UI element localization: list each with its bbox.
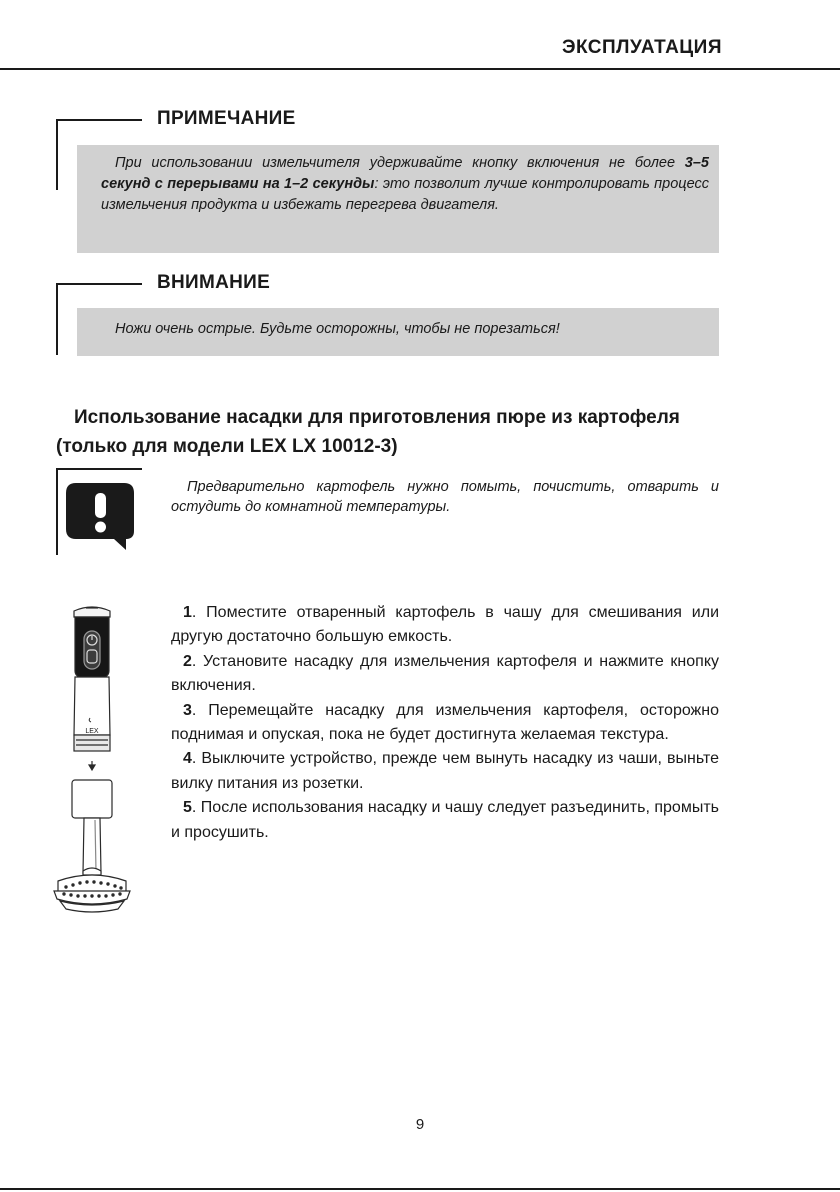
note-text-part2: : это позволит лучше контролировать процесс измельчения продукта и избежать перегрева двигателя. [101,176,709,213]
note-text-bold: 3–5 секунд с перерывами на 1–2 секунды [101,155,709,192]
potato-heading-line1: Использование насадки для приготовления пюре из картофеля [74,407,680,428]
step-number: 5 [183,799,192,817]
step-text: . Поместите отваренный картофель в чашу для смешивания или другую достаточно большую емкость. [171,604,719,646]
prep-bracket-horizontal [56,468,142,470]
note-text [101,153,709,216]
step-text: . Установите насадку для измельчения картофеля и нажмите кнопку включения. [171,652,719,695]
warning-text: Ножи очень острые. Будьте осторожны, чтобы не порезаться! [115,321,560,337]
note-bracket-vertical [56,119,58,190]
blender-brand-label: LEX [85,728,99,735]
note-bracket-horizontal [56,119,142,121]
step-item [171,650,719,699]
prep-instruction-text: Предварительно картофель нужно помыть, почистить, отварить и остудить до комнатной температуры. [171,479,719,515]
footer-divider [0,1188,840,1190]
step-item [171,601,719,650]
step-number: 2 [183,652,192,670]
step-text: . После использования насадку и чашу следует разъединить, промыть и просушить. [171,799,719,841]
hand-blender-with-masher-illustration [50,603,134,915]
note-text-part1: При использовании измельчителя удерживайте кнопку включения не более [115,155,685,171]
warning-heading: ВНИМАНИЕ [157,272,271,293]
warning-bracket-vertical [56,283,58,355]
step-item [171,699,719,748]
section-title: ЭКСПЛУАТАЦИЯ [561,37,722,58]
potato-section-heading [56,403,720,461]
header-divider [0,68,840,70]
step-number: 4 [183,750,192,768]
warning-bracket-horizontal [56,283,142,285]
note-heading: ПРИМЕЧАНИЕ [157,108,296,129]
potato-heading-line2: (только для модели LEX LX 10012-3) [56,436,398,457]
step-number: 3 [183,701,192,719]
page-number: 9 [415,1116,425,1133]
steps-list [171,601,719,845]
step-number: 1 [183,604,192,621]
exclamation-speech-bubble-icon [66,483,137,551]
step-item [171,796,719,845]
step-text: . Перемещайте насадку для измельчения картофеля, осторожно поднимая и опуская, пока не будет достигнута желаемая текстура. [171,701,719,744]
step-item [171,747,719,796]
step-text: . Выключите устройство, прежде чем вынуть насадку из чаши, выньте вилку питания из розетки. [171,750,719,792]
prep-bracket-vertical [56,468,58,555]
